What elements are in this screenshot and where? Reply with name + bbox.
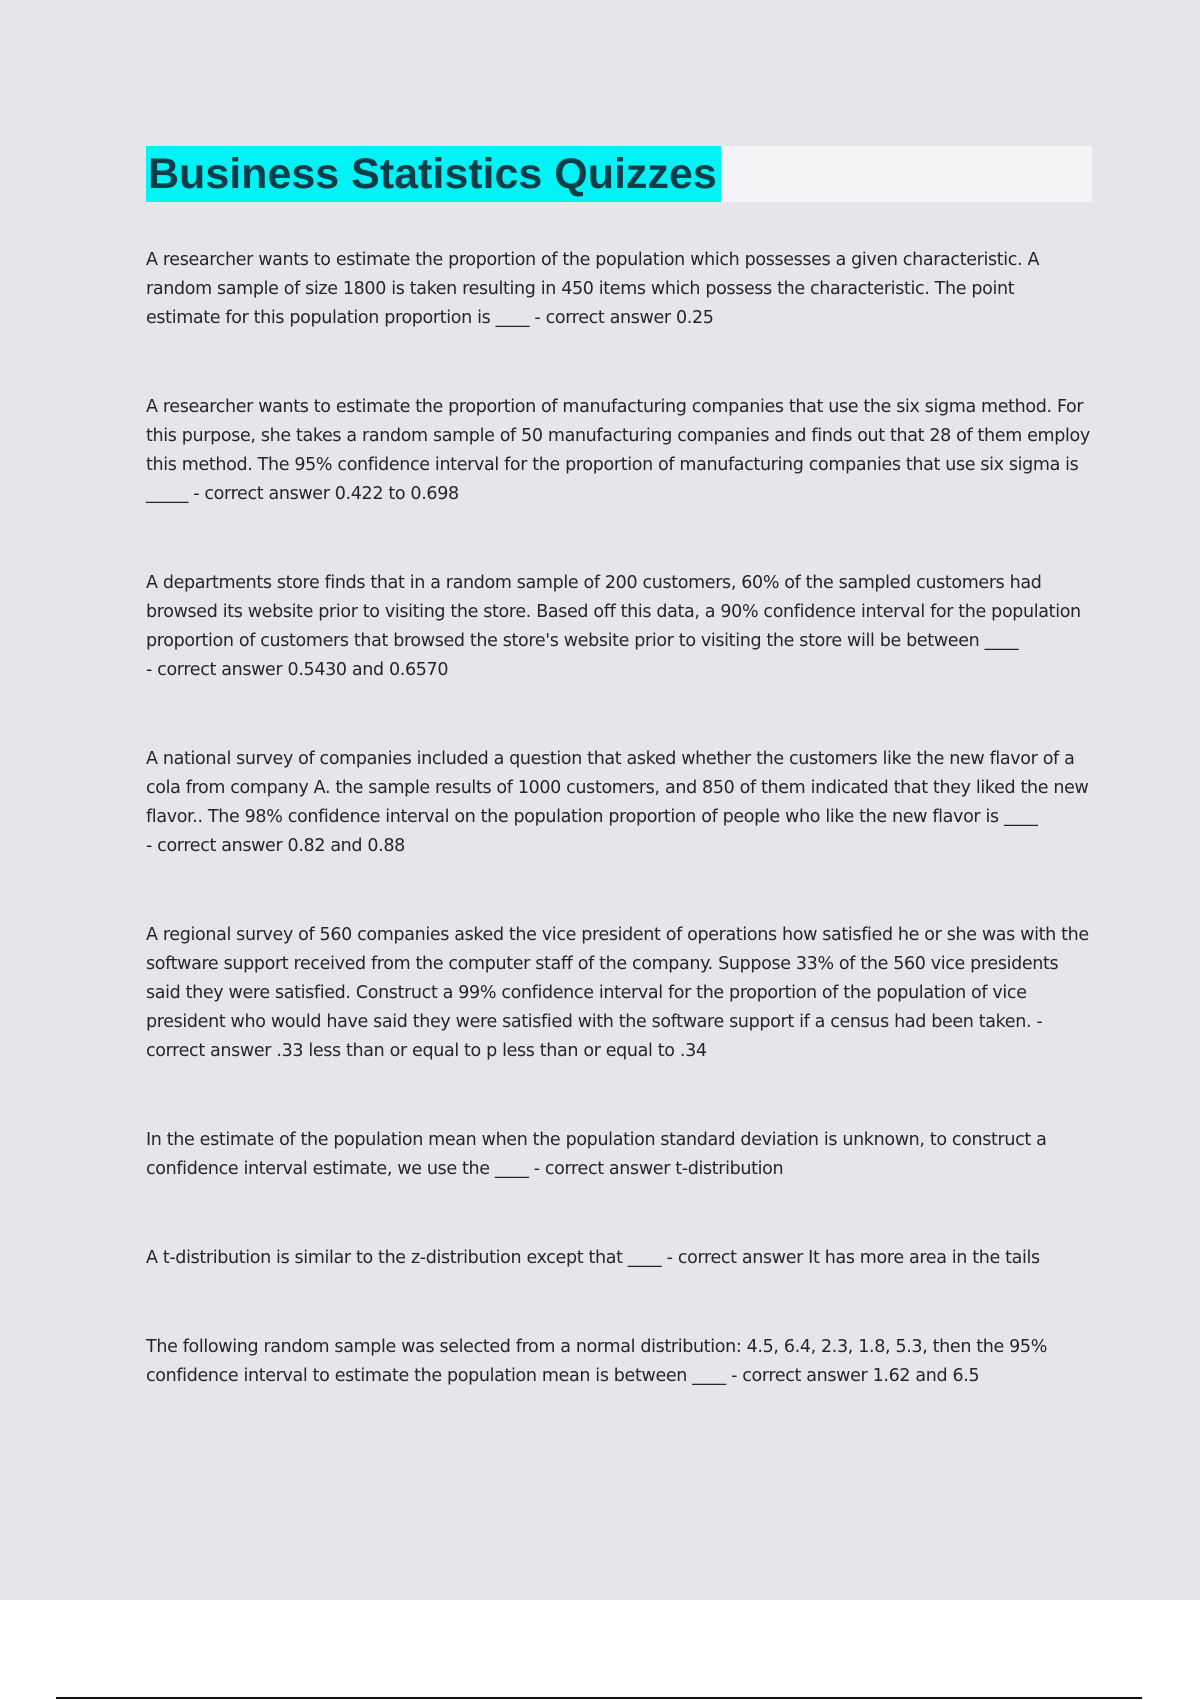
- question-text: A researcher wants to estimate the proportion of the population which possesses a given characteristic. A random sample of size 1800 is taken resulting in 450 items which possess the characteristic. The point estimate for this population proportion is ____: [146, 250, 1040, 328]
- answer-text: - correct answer 0.422 to 0.698: [193, 484, 459, 504]
- question-item: [146, 569, 1092, 685]
- question-item: [146, 1244, 1092, 1273]
- footer-divider: [56, 1697, 1142, 1699]
- question-text: A researcher wants to estimate the proportion of manufacturing companies that use the six sigma method. For this purpose, she takes a random sample of 50 manufacturing companies and finds out that 28 of them employ this method. The 95% confidence interval for the proportion of manufacturing companies that use six sigma is _____: [146, 397, 1090, 504]
- title-bar: [146, 146, 1092, 202]
- question-text: A t-distribution is similar to the z-distribution except that ____: [146, 1248, 662, 1268]
- answer-text: - correct answer 1.62 and 6.5: [731, 1366, 980, 1386]
- answer-text: - correct answer t-distribution: [533, 1159, 784, 1179]
- question-item: [146, 393, 1092, 509]
- answer-text: - correct answer 0.25: [534, 308, 714, 328]
- question-list: [146, 246, 1092, 1451]
- question-item: [146, 246, 1092, 333]
- answer-text: - correct answer 0.82 and 0.88: [146, 836, 405, 856]
- question-item: [146, 1126, 1092, 1184]
- question-text: In the estimate of the population mean when the population standard deviation is unknown, to construct a confidence interval estimate, we use the ____: [146, 1130, 1047, 1179]
- question-item: [146, 745, 1092, 861]
- answer-text: - correct answer .33 less than or equal to p less than or equal to .34: [146, 1012, 1043, 1061]
- question-item: [146, 1333, 1092, 1391]
- answer-text: - correct answer 0.5430 and 0.6570: [146, 660, 449, 680]
- question-text: A national survey of companies included a question that asked whether the customers like the new flavor of a cola from company A. the sample results of 1000 customers, and 850 of them indicated that they liked the new flavor.. The 98% confidence interval on the population proportion of people who like the new flavor is ____: [146, 749, 1089, 827]
- answer-text: - correct answer It has more area in the tails: [666, 1248, 1040, 1268]
- question-text: A departments store finds that in a random sample of 200 customers, 60% of the sampled customers had browsed its website prior to visiting the store. Based off this data, a 90% confidence interval for the population proportion of customers that browsed the store's website prior to visiting the store will be between ____: [146, 573, 1081, 651]
- question-item: [146, 921, 1092, 1066]
- page-title: Business Statistics Quizzes: [146, 146, 721, 202]
- question-text: A regional survey of 560 companies asked the vice president of operations how satisfied he or she was with the software support received from the computer staff of the company. Suppose 33% of the 560 vice presidents said they were satisfied. Construct a 99% confidence interval for the proportion of the population of vice president who would have said they were satisfied with the software support if a census had been taken.: [146, 925, 1089, 1032]
- question-text: The following random sample was selected from a normal distribution: 4.5, 6.4, 2.3, 1.8, 5.3, then the 95% confidence interval to estimate the population mean is between ____: [146, 1337, 1047, 1386]
